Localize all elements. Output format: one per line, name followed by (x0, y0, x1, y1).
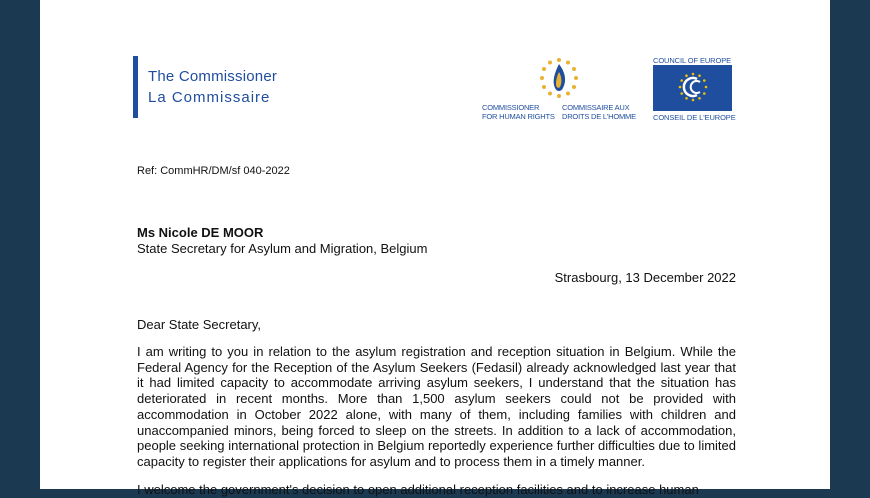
commissioner-logo (482, 56, 642, 122)
header-accent-bar (133, 56, 138, 118)
recipient-name: Ms Nicole DE MOOR (137, 225, 264, 240)
place-date: Strasbourg, 13 December 2022 (554, 270, 736, 285)
coe-emblem (653, 65, 732, 111)
office-caption-en: COMMISSIONER FOR HUMAN RIGHTS (482, 103, 555, 121)
coe-name-en: COUNCIL OF EUROPE (653, 56, 732, 65)
council-of-europe-logo (652, 56, 737, 122)
salutation: Dear State Secretary, (137, 317, 262, 332)
body-paragraph-partial: I welcome the government's decision to open additional reception facilities and to increase human (137, 482, 699, 497)
coe-name-fr: CONSEIL DE L'EUROPE (653, 113, 736, 122)
coe-stars-icon (653, 65, 732, 111)
reference-line: Ref: CommHR/DM/sf 040-2022 (137, 165, 290, 177)
letter-page (40, 0, 830, 497)
commissioner-title-en: The Commissioner (148, 68, 278, 85)
recipient-title: State Secretary for Asylum and Migration, Belgium (137, 241, 428, 256)
commissioner-title-fr: La Commissaire (148, 89, 271, 106)
flame-stars-icon (539, 56, 579, 100)
body-paragraph: I am writing to you in relation to the asylum registration and reception situation in Belgium. While the Federal Agency for the Reception of the Asylum Seekers (Fedasil) already acknowledged last year that it had limited capacity to accommodate arriving asylum seekers, I understand that the situation has deteriorated in recent months. More than 1,500 asylum seekers could not be provided with accommodation in October 2022 alone, with many of them, including families with children and unaccompanied minors, being forced to sleep on the streets. In addition to a lack of accommodation, people seeking international protection in Belgium reportedly experience further difficulties due to limited capacity to register their applications for asylum and to process them in a timely manner. (137, 344, 736, 469)
office-caption-fr: COMMISSAIRE AUX DROITS DE L'HOMME (562, 103, 636, 121)
